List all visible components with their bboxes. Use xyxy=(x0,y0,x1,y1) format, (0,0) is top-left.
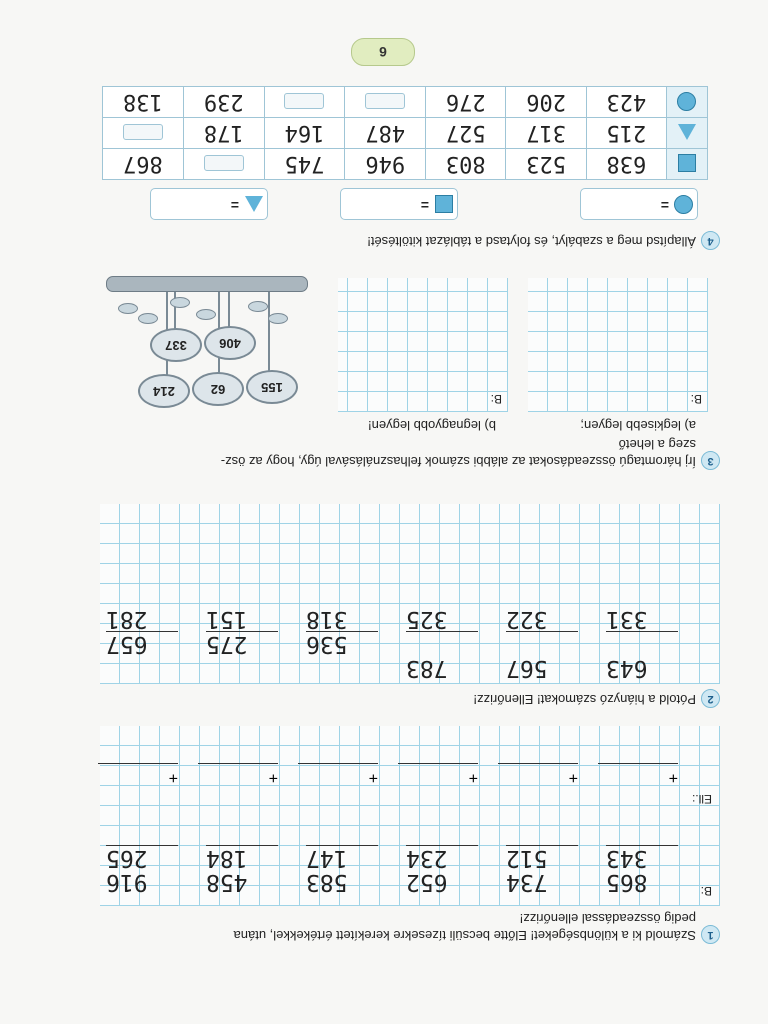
table-cell: 239 xyxy=(183,87,264,118)
plus-sign: + xyxy=(568,769,578,786)
exercise-3-instruction-line1: Írj háromtagú összeadásokat az alábbi számok felhasználásával úgy, hogy az ösz- xyxy=(220,454,696,469)
table-cell: 317 xyxy=(506,118,586,149)
exercise-3-badge: 3 xyxy=(701,451,720,470)
table-cell: 423 xyxy=(586,87,666,118)
missing-number-problem-5 xyxy=(206,605,278,680)
exercise-4-badge: 4 xyxy=(701,231,720,250)
subtrahend: 147 xyxy=(306,845,348,871)
page-number: 6 xyxy=(351,38,415,66)
bottom-number[interactable]: 536 xyxy=(306,631,348,657)
triangle-icon xyxy=(667,118,708,149)
answer-slot[interactable] xyxy=(106,819,178,846)
equals-sign: = xyxy=(660,197,669,213)
top-number[interactable]: 643 xyxy=(606,655,648,681)
equals-sign: = xyxy=(230,197,239,213)
exercise-1-instruction xyxy=(86,910,696,944)
table-cell: 138 xyxy=(103,87,184,118)
check-addition-6[interactable] xyxy=(98,763,178,788)
rule-table-row-circle xyxy=(103,87,708,118)
flower-number: 406 xyxy=(204,326,256,360)
top-number[interactable] xyxy=(206,656,278,680)
flower-stem xyxy=(268,289,270,379)
circle-icon xyxy=(674,195,693,214)
table-cell: 745 xyxy=(264,149,345,180)
flower-number: 337 xyxy=(150,328,202,362)
exercise-1-label-ell: Ell.: xyxy=(691,792,712,806)
table-cell-blank[interactable] xyxy=(183,149,264,180)
flower-number: 155 xyxy=(246,370,298,404)
plus-sign: + xyxy=(468,769,478,786)
check-addition-1[interactable] xyxy=(598,763,678,788)
rule-table xyxy=(102,86,708,180)
equals-sign: = xyxy=(420,197,429,213)
subtraction-problem-3 xyxy=(406,819,478,894)
exercise-1-instruction-line1: Számold ki a különbségeket! Előtte becsüli tízesekre kerekített értékekkel, utána xyxy=(233,928,696,943)
exercise-4-instruction: Állapítsd meg a szabályt, és folytasd a táblázat kitöltését! xyxy=(367,234,696,249)
table-cell: 487 xyxy=(345,118,426,149)
answer-grid-b-label: B: xyxy=(490,392,502,406)
result-number: 318 xyxy=(306,605,378,632)
subtraction-problem-6 xyxy=(106,819,178,894)
missing-number-problem-4 xyxy=(306,605,378,680)
rule-box-triangle[interactable] xyxy=(150,188,268,220)
minuend: 458 xyxy=(206,869,248,895)
leaf-icon xyxy=(248,301,268,312)
subtrahend: 234 xyxy=(406,845,448,871)
result-number: 331 xyxy=(606,605,678,632)
rule-box-circle[interactable] xyxy=(580,188,698,220)
subtraction-problem-1 xyxy=(606,819,678,894)
result-number: 281 xyxy=(106,605,178,632)
leaf-icon xyxy=(196,309,216,320)
top-number[interactable]: 783 xyxy=(406,655,448,681)
plus-sign: + xyxy=(668,769,678,786)
answer-grid-b[interactable] xyxy=(338,278,508,412)
bottom-number[interactable]: 275 xyxy=(206,631,248,657)
minuend: 583 xyxy=(306,869,348,895)
result-number: 325 xyxy=(406,605,478,632)
exercise-3-instruction xyxy=(86,436,696,470)
plus-sign: + xyxy=(268,769,278,786)
minuend: 734 xyxy=(506,869,548,895)
top-number[interactable] xyxy=(306,656,378,680)
rule-table-row-square xyxy=(103,149,708,180)
answer-slot[interactable] xyxy=(206,819,278,846)
circle-icon xyxy=(667,87,708,118)
missing-number-problem-1 xyxy=(606,605,678,680)
result-number: 322 xyxy=(506,605,578,632)
missing-number-problem-3 xyxy=(406,605,478,680)
subtrahend: 512 xyxy=(506,845,548,871)
check-addition-3[interactable] xyxy=(398,763,478,788)
flower-pot-illustration xyxy=(98,274,308,424)
check-addition-5[interactable] xyxy=(198,763,278,788)
table-cell-blank[interactable] xyxy=(103,118,184,149)
square-icon xyxy=(667,149,708,180)
minuend: 652 xyxy=(406,869,448,895)
missing-number-problem-2 xyxy=(506,605,578,680)
bottom-number[interactable] xyxy=(506,632,578,656)
result-number: 151 xyxy=(206,605,278,632)
bottom-number[interactable]: 657 xyxy=(106,631,148,657)
minuend: 865 xyxy=(606,869,648,895)
flower-pot-rim xyxy=(106,276,308,292)
subtraction-problem-5 xyxy=(206,819,278,894)
minuend: 916 xyxy=(106,869,148,895)
table-cell-blank[interactable] xyxy=(264,87,345,118)
bottom-number[interactable] xyxy=(406,632,478,656)
table-cell: 527 xyxy=(426,118,506,149)
exercise-2-badge: 2 xyxy=(701,689,720,708)
triangle-icon xyxy=(245,195,263,213)
answer-slot[interactable] xyxy=(606,819,678,846)
table-cell: 164 xyxy=(264,118,345,149)
answer-slot[interactable] xyxy=(406,819,478,846)
check-addition-2[interactable] xyxy=(498,763,578,788)
exercise-1-instruction-line2: pedig összeadással ellenőrizz! xyxy=(519,911,696,926)
exercise-2-instruction: Pótold a hiányzó számokat! Ellenőrizz! xyxy=(473,692,696,707)
flower-number: 214 xyxy=(138,374,190,408)
table-cell: 206 xyxy=(506,87,586,118)
table-cell: 276 xyxy=(426,87,506,118)
leaf-icon xyxy=(118,303,138,314)
leaf-icon xyxy=(268,313,288,324)
exercise-3-option-a: a) legkisebb legyen; xyxy=(580,418,696,433)
flower-number: 62 xyxy=(192,372,244,406)
table-cell: 638 xyxy=(586,149,666,180)
top-number[interactable] xyxy=(106,656,178,680)
table-cell: 215 xyxy=(586,118,666,149)
subtrahend: 265 xyxy=(106,845,148,871)
plus-sign: + xyxy=(168,769,178,786)
answer-slot[interactable] xyxy=(506,819,578,846)
subtraction-problem-2 xyxy=(506,819,578,894)
exercise-3-option-b: b) legnagyobb legyen! xyxy=(368,418,496,433)
exercise-1-label-b: B: xyxy=(700,884,712,898)
leaf-icon xyxy=(170,297,190,308)
answer-slot[interactable] xyxy=(306,819,378,846)
missing-number-problem-6 xyxy=(106,605,178,680)
rule-table-row-triangle xyxy=(103,118,708,149)
exercise-3-instruction-line2: szeg a lehető xyxy=(618,437,696,452)
answer-grid-a[interactable] xyxy=(528,278,708,412)
table-cell: 803 xyxy=(426,149,506,180)
table-cell: 523 xyxy=(506,149,586,180)
check-addition-4[interactable] xyxy=(298,763,378,788)
rule-box-square[interactable] xyxy=(340,188,458,220)
top-number[interactable]: 567 xyxy=(506,655,548,681)
subtraction-problem-4 xyxy=(306,819,378,894)
table-cell: 946 xyxy=(345,149,426,180)
answer-grid-a-label: B: xyxy=(690,392,702,406)
table-cell-blank[interactable] xyxy=(345,87,426,118)
table-cell: 867 xyxy=(103,149,184,180)
table-cell: 178 xyxy=(183,118,264,149)
subtrahend: 343 xyxy=(606,845,648,871)
leaf-icon xyxy=(138,313,158,324)
plus-sign: + xyxy=(368,769,378,786)
exercise-1-badge: 1 xyxy=(701,925,720,944)
subtrahend: 184 xyxy=(206,845,248,871)
square-icon xyxy=(435,195,453,213)
bottom-number[interactable] xyxy=(606,632,678,656)
